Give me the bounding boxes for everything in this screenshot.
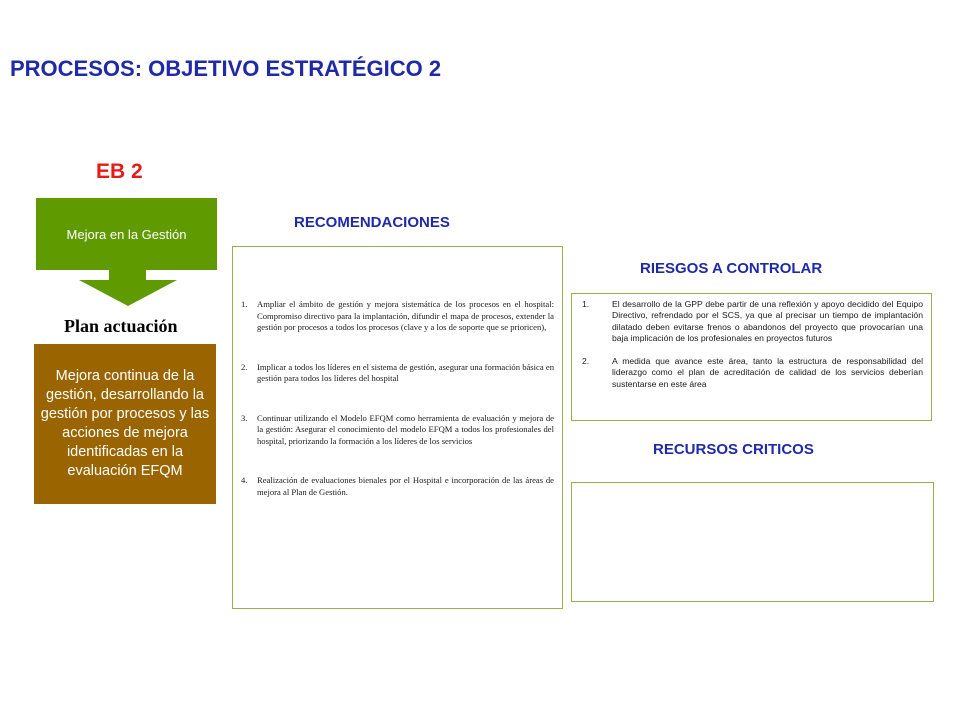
item-number: 3. [241,412,248,423]
riesgos-heading: RIESGOS A CONTROLAR [640,260,823,277]
item-text: Ampliar el ámbito de gestión y mejora sistemática de los procesos en el hospital: Compromiso directivo para la implantación, difundir el mapa de procesos, extender la gestión por procesos a todos los procesos (clave y a los de soporte que se prioricen), [257,299,554,332]
down-arrow-stem [109,270,146,280]
recomendaciones-list [241,299,554,498]
item-number: 4. [241,475,248,485]
list-item [241,413,554,448]
item-text: Continuar utilizando el Modelo EFQM como herramienta de evaluación y mejora de la gestión: Asegurar el conocimiento del modelo EFQM a todos los profesionales del hospital, priorizando la formación a los líderes de los servicios [257,412,554,446]
riesgos-box [571,293,932,421]
recursos-heading: RECURSOS CRITICOS [653,441,814,458]
action-plan-text: Mejora continua de la gestión, desarrollando la gestión por procesos y las acciones de mejora identificadas en la evaluación EFQM [40,368,210,479]
list-item [241,362,554,385]
item-text: Implicar a todos los líderes en el sistema de gestión, asegurar una formación básica en gestión para todos los líderes del hospital [257,361,554,383]
item-number: 1. [241,299,248,309]
strategic-line-box [36,198,217,270]
item-text: Realización de evaluaciones bienales por el Hospital e incorporación de las áreas de mejora al Plan de Gestión. [257,475,554,497]
plan-label: Plan actuación [64,316,178,336]
action-plan-box [34,344,216,504]
list-item [241,299,554,334]
item-text: El desarrollo de la GPP debe partir de una reflexión y apoyo decidido del Equipo Directivo, refrendado por el SCS, ya que al precisar un tiempo de implantación dilatado deben evitarse frenos o abandonos del proyecto que provocarían una baja implicación de los profesionales en proyectos futuros [612,299,923,343]
recomendaciones-box [232,246,563,609]
recursos-box [571,482,934,602]
item-number: 2. [582,356,590,367]
list-item [580,356,923,390]
item-number: 2. [241,361,248,372]
item-number: 1. [582,299,590,309]
item-text: A medida que avance este área, tanto la estructura de responsabilidad del liderazgo como el plan de acreditación de calidad de los servicios deberían sustentarse en este área [612,356,923,389]
page-title: PROCESOS: OBJETIVO ESTRATÉGICO 2 [10,56,442,81]
down-arrow-icon [79,280,177,306]
eb-label: EB 2 [96,160,143,183]
list-item [580,299,923,344]
strategic-line-label: Mejora en la Gestión [66,226,187,242]
recomendaciones-heading: RECOMENDACIONES [294,214,450,231]
list-item [241,475,554,498]
